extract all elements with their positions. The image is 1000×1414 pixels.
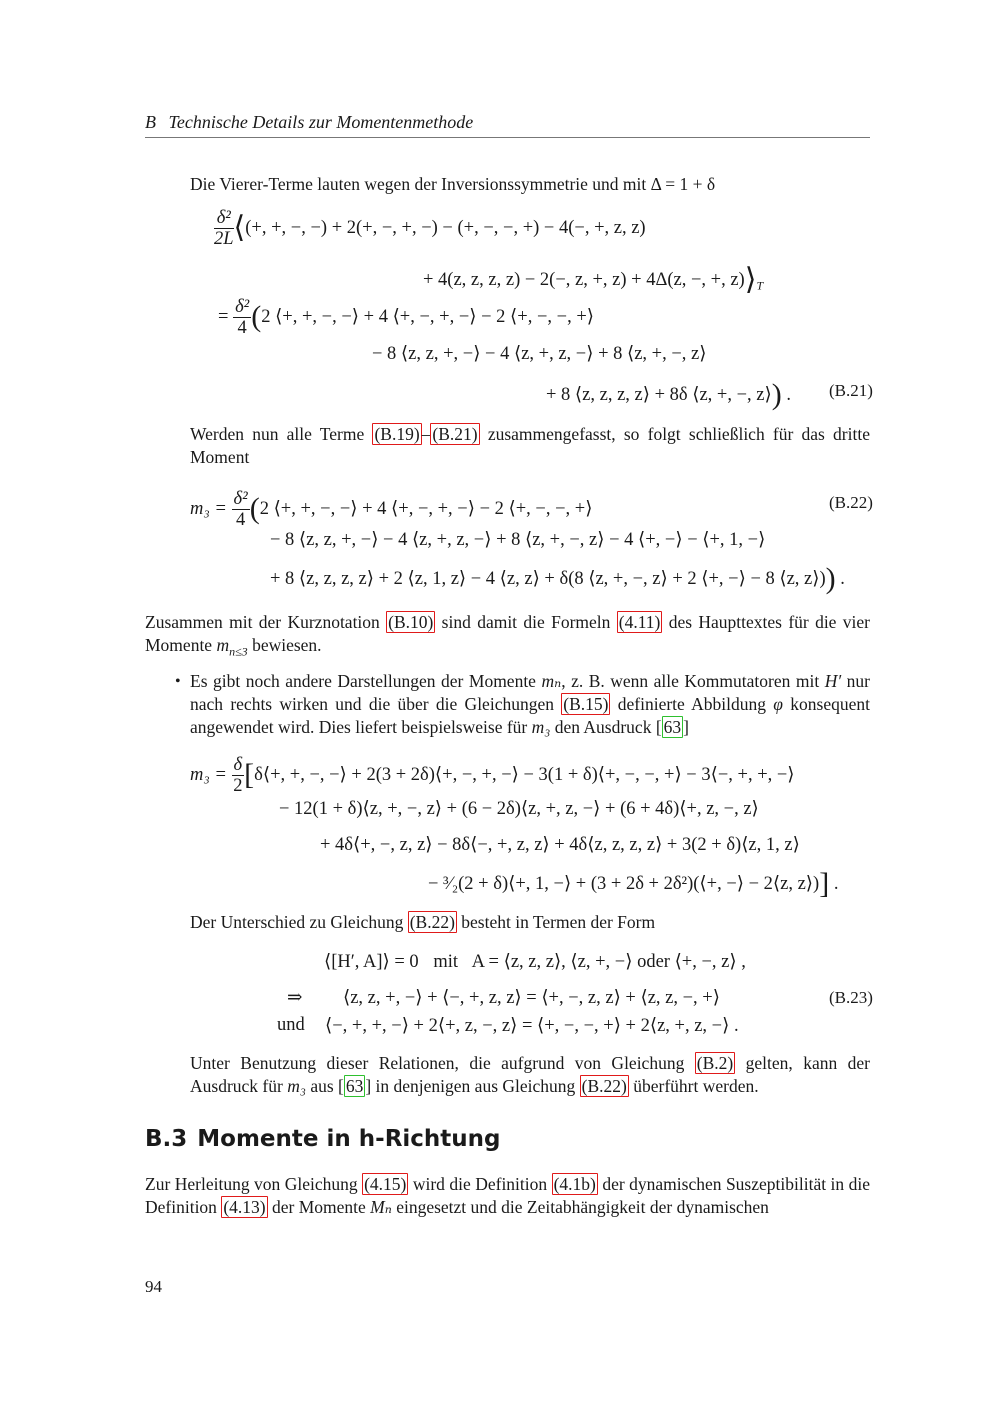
eq-b21-line4 <box>372 343 706 365</box>
summary-text-2: zusammengefasst, so folgt schließlich für das dritte Moment <box>190 424 870 467</box>
eq-alt-frac-num: δ <box>233 755 243 775</box>
eq-b21-line2 <box>423 262 763 297</box>
eq-b22-open-paren: ( <box>249 491 260 525</box>
eq-b22-number: (B.22) <box>829 493 873 512</box>
bullet-text-4: definierte Abbildung <box>610 694 774 714</box>
eq-b22-frac-den: 4 <box>235 510 246 530</box>
ref-b21-link[interactable]: (B.21) <box>432 424 478 444</box>
summary-paragraph <box>190 423 870 469</box>
bullet-text-6: den Ausdruck <box>550 717 656 737</box>
rel-text-3: aus <box>305 1076 339 1096</box>
eq-b21-prefix-num: δ² <box>214 208 234 229</box>
section-number: B.3 <box>145 1126 188 1152</box>
ref-4-11-link[interactable]: (4.11) <box>618 612 661 632</box>
kurz-text-3: des Haupttextes für die vier Momente <box>145 612 870 655</box>
eq-b22-line1 <box>190 489 592 530</box>
eq-b22-line1-text: 2 ⟨+, +, −, −⟩ + 4 ⟨+, −, +, −⟩ − 2 ⟨+, −, −, +⟩ <box>259 498 593 519</box>
bullet-var-h: H′ <box>824 671 842 691</box>
summary-text-1: Werden nun alle Terme <box>190 424 373 444</box>
bullet-text-1: Es gibt noch andere Darstellungen der Momente <box>190 671 542 691</box>
eq-alt-line4-text: − ³⁄₂(2 + δ)⟨+, 1, −⟩ + (3 + 2δ + 2δ²)(⟨+, −⟩ − 2⟨z, z⟩) <box>428 874 820 894</box>
ref-4-1b-link[interactable]: (4.1b) <box>553 1174 596 1194</box>
eq-alt-line2 <box>279 798 759 820</box>
bullet-cite-close: ] <box>683 717 689 737</box>
rel-var-m3: m₃ <box>287 1076 306 1096</box>
eq-b21-line5-text: + 8 ⟨z, z, z, z⟩ + 8δ ⟨z, +, −, z⟩ <box>546 385 772 405</box>
rel-cite-close: ] <box>365 1076 372 1096</box>
last-var-mn: Mₙ <box>370 1197 392 1217</box>
bullet-text-3: nur nach rechts wirken und die über die Gleichungen <box>190 671 870 714</box>
diff-text-1: Der Unterschied zu Gleichung <box>190 912 408 932</box>
eq-b22-lhs: m₃ = <box>190 498 232 519</box>
eq-b21-subscript: T <box>756 278 764 293</box>
eq-b21-close-bracket: ⟩ <box>744 263 757 296</box>
header-chapter-title: Technische Details zur Momentenmethode <box>168 112 474 132</box>
kurznotation-paragraph <box>145 611 870 664</box>
eq-b23-number: (B.23) <box>829 988 873 1007</box>
ref-b10-link[interactable]: (B.10) <box>388 612 434 632</box>
kurz-var: m <box>216 635 230 655</box>
ref-4-15-link[interactable]: (4.15) <box>364 1174 407 1194</box>
last-text-2: wird die Definition <box>408 1174 552 1194</box>
eq-b21-line1 <box>214 208 646 249</box>
intro-paragraph <box>190 173 870 196</box>
header-chapter-letter: B <box>145 112 156 132</box>
eq-b21-open-paren: ( <box>251 299 262 333</box>
rel-text-1: Unter Benutzung dieser Relationen, die aufgrund von Gleichung <box>190 1053 695 1073</box>
eq-b21-line3-num: δ² <box>235 297 250 317</box>
rel-text-5: überführt werden. <box>628 1076 759 1096</box>
intro-text: Die Vierer-Terme lauten wegen der Inversionssymmetrie und mit Δ = 1 + δ <box>190 174 716 194</box>
ref-b22-link-2[interactable]: (B.22) <box>581 1076 627 1096</box>
kurz-text-1: Zusammen mit der Kurznotation <box>145 612 387 632</box>
eq-b21-number: (B.21) <box>829 381 873 400</box>
page-number: 94 <box>145 1277 162 1296</box>
last-text-1: Zur Herleitung von Gleichung <box>145 1174 363 1194</box>
eq-b23-mit: mit <box>433 952 458 972</box>
bullet-text-2: , z. B. wenn alle Kommutatoren mit <box>561 671 825 691</box>
eq-b21-line3 <box>218 297 594 338</box>
eq-b22-close-paren: ) <box>825 562 836 595</box>
eq-b23-line2-text: ⟨z, z, +, −⟩ + ⟨−, +, z, z⟩ = ⟨+, −, z, z⟩ + ⟨z, z, −, +⟩ <box>343 988 720 1008</box>
bullet-text-5: konsequent angewendet wird. Dies liefert beispielsweise für <box>190 694 870 737</box>
eq-alt-line4-end: . <box>833 874 839 894</box>
eq-b22-line3-end: . <box>840 569 845 589</box>
bullet-cite-open: [ <box>655 717 662 737</box>
eq-b22-fraction <box>232 489 250 530</box>
eq-b21-line4-text: − 8 ⟨z, z, +, −⟩ − 4 ⟨z, +, z, −⟩ + 8 ⟨z, +, −, z⟩ <box>372 344 707 364</box>
eq-b23-line2 <box>343 987 720 1009</box>
eq-b21-close-paren: ) <box>771 378 782 411</box>
eq-b23-line3-text: ⟨−, +, +, −⟩ + 2⟨+, z, −, z⟩ = ⟨+, −, −, +⟩ + 2⟨z, +, z, −⟩ . <box>325 1016 739 1036</box>
eq-b23-oder: oder <box>637 952 670 972</box>
eq-b21-prefix-den: 2L <box>214 229 234 249</box>
eq-b22-line2 <box>270 529 765 551</box>
section-heading <box>145 1126 501 1152</box>
eq-b21-line1-text: (+, +, −, −) + 2(+, −, +, −) − (+, −, −, +) − 4(−, +, z, z) <box>245 217 646 238</box>
ref-b2-link[interactable]: (B.2) <box>696 1053 734 1073</box>
last-text-5: eingesetzt und die Zeitabhängigkeit der dynamischen <box>391 1197 769 1217</box>
eq-b22-line2-text: − 8 ⟨z, z, +, −⟩ − 4 ⟨z, +, z, −⟩ + 8 ⟨z, +, −, z⟩ − 4 ⟨+, −⟩ − ⟨+, 1, −⟩ <box>270 530 766 550</box>
summary-dash: – <box>421 424 431 444</box>
bullet-paragraph <box>190 670 870 739</box>
last-paragraph <box>145 1173 870 1219</box>
eq-alt-fraction <box>232 755 245 796</box>
eq-b21-line3-prefix: = <box>218 306 234 327</box>
eq-alt-frac-den: 2 <box>233 776 243 796</box>
eq-alt-lhs: m₃ = <box>190 764 232 785</box>
bullet-var-mn: mₙ <box>541 671 562 691</box>
last-text-4: der Momente <box>267 1197 371 1217</box>
eq-b23-line1-right: A = ⟨z, z, z⟩, ⟨z, +, −⟩ <box>471 952 633 972</box>
kurz-var-sub: n≤3 <box>229 644 248 659</box>
eq-b23-line1-end: ⟨+, −, z⟩ , <box>674 952 746 972</box>
eq-b21-line5-end: . <box>786 385 791 405</box>
eq-b21-open-bracket: ⟨ <box>233 210 246 244</box>
rel-text-4: in denjenigen aus Gleichung <box>371 1076 580 1096</box>
eq-b22-frac-num: δ² <box>233 489 248 509</box>
bullet-symbol: • <box>175 673 181 690</box>
last-text-3: der dynamischen Suszeptibilität in die Definition <box>145 1174 870 1217</box>
eq-b22-line3 <box>270 562 845 596</box>
eq-b21-line5 <box>546 378 791 412</box>
eq-b23-line3 <box>325 1015 739 1037</box>
eq-alt-open-bracket: [ <box>244 757 255 791</box>
eq-b21-line3-den: 4 <box>237 318 247 338</box>
rel-text-2: gelten, kann der Ausdruck für <box>190 1053 870 1096</box>
ref-b15-link[interactable]: (B.15) <box>563 694 609 714</box>
cite-63-link-2[interactable]: 63 <box>345 1076 364 1096</box>
relations-paragraph <box>190 1052 870 1098</box>
eq-alt-line4 <box>428 867 838 901</box>
eq-b23-line3-label: und <box>277 1015 305 1035</box>
rel-cite-open: [ <box>338 1076 344 1096</box>
ref-4-13-link[interactable]: (4.13) <box>223 1197 266 1217</box>
difference-paragraph <box>190 911 870 934</box>
eq-b21-prefix-fraction <box>214 208 234 249</box>
eq-b23-line1 <box>324 951 746 973</box>
bullet-var-phi: φ <box>773 694 783 714</box>
cite-63-link[interactable]: 63 <box>663 717 682 737</box>
eq-b23-line2-label: ⇒ <box>287 988 303 1008</box>
eq-alt-line3-text: + 4δ⟨+, −, z, z⟩ − 8δ⟨−, +, z, z⟩ + 4δ⟨z, z, z, z⟩ + 3(2 + δ)⟨z, 1, z⟩ <box>320 835 800 855</box>
ref-b22-link[interactable]: (B.22) <box>409 912 455 932</box>
section-title: Momente in h-Richtung <box>197 1126 501 1152</box>
kurz-text-4: bewiesen. <box>247 635 322 655</box>
eq-b22-line3-text: + 8 ⟨z, z, z, z⟩ + 2 ⟨z, 1, z⟩ − 4 ⟨z, z⟩ + δ(8 ⟨z, +, −, z⟩ + 2 ⟨+, −⟩ − 8 ⟨z, z⟩) <box>270 569 826 589</box>
eq-b23-line1-left: ⟨[H′, A]⟩ = 0 <box>324 952 419 972</box>
diff-text-2: besteht in Termen der Form <box>456 912 656 932</box>
eq-alt-line3 <box>320 834 800 856</box>
running-header <box>145 112 870 138</box>
kurz-text-2: sind damit die Formeln <box>435 612 617 632</box>
bullet-var-m3: m₃ <box>531 717 551 737</box>
eq-b21-line2-text: + 4(z, z, z, z) − 2(−, z, +, z) + 4Δ(z, −, +, z) <box>423 270 745 290</box>
eq-b21-line3-text: 2 ⟨+, +, −, −⟩ + 4 ⟨+, −, +, −⟩ − 2 ⟨+, −, −, +⟩ <box>261 306 594 327</box>
eq-alt-line1 <box>190 755 795 796</box>
eq-alt-line2-text: − 12(1 + δ)⟨z, +, −, z⟩ + (6 − 2δ)⟨z, +, z, −⟩ + (6 + 4δ)⟨+, z, −, z⟩ <box>279 799 759 819</box>
eq-alt-line1-text: δ⟨+, +, −, −⟩ + 2(3 + 2δ)⟨+, −, +, −⟩ − 3(1 + δ)⟨+, −, −, +⟩ − 3⟨−, +, +, −⟩ <box>254 764 795 785</box>
eq-b21-line3-fraction <box>233 297 251 338</box>
ref-b19-link[interactable]: (B.19) <box>374 424 420 444</box>
eq-alt-close-bracket: ] <box>819 867 830 900</box>
